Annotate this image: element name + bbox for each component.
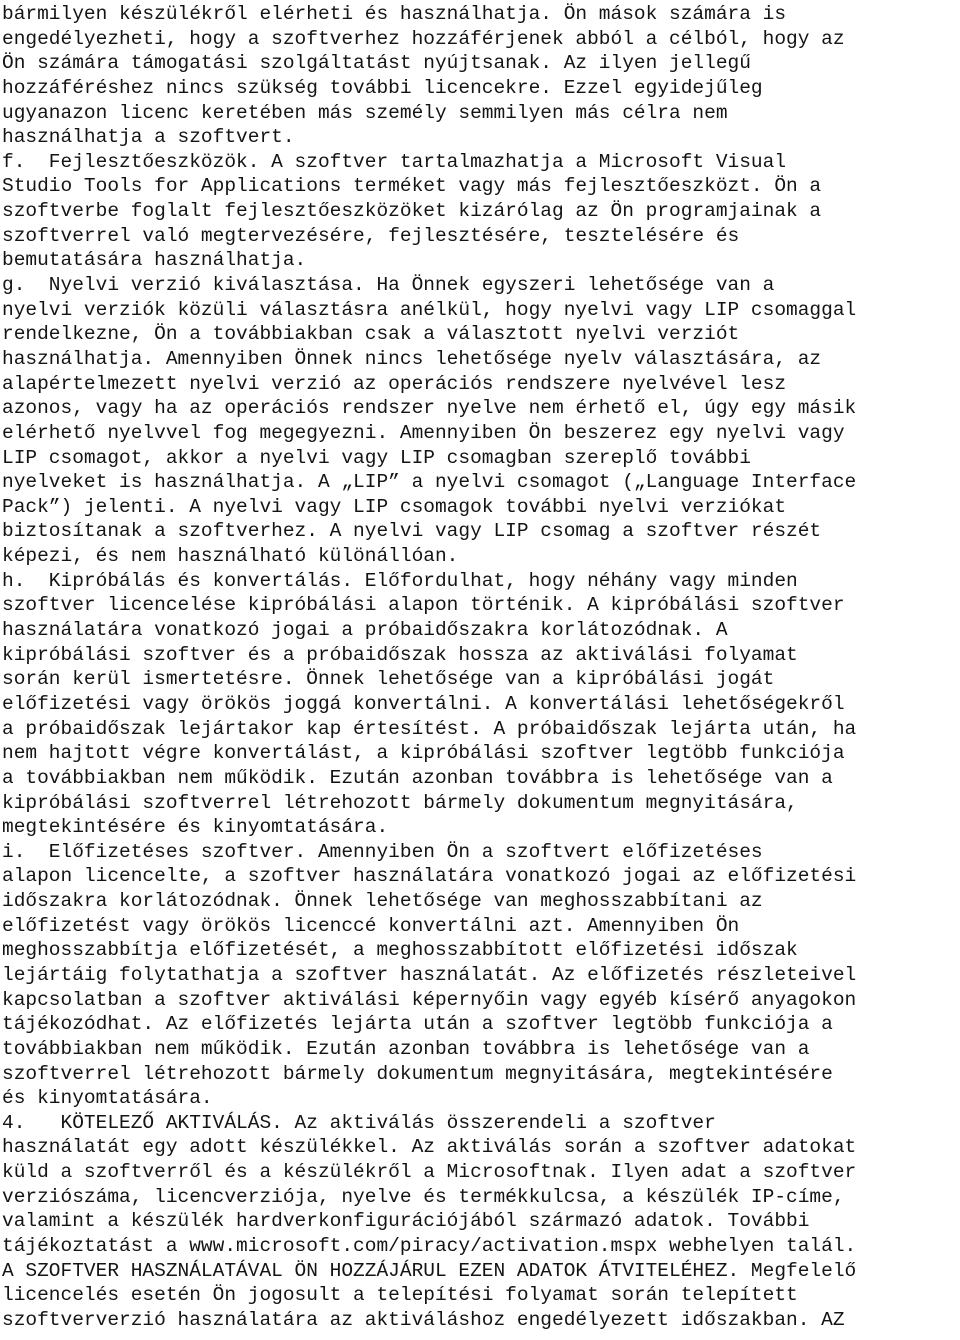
text-line: A SZOFTVER HASZNÁLATÁVAL ÖN HOZZÁJÁRUL EZEN ADATOK ÁTVITELÉHEZ. Megfelelő <box>2 1259 857 1282</box>
text-line: biztosítanak a szoftverhez. A nyelvi vagy LIP csomag a szoftver részét <box>2 520 822 543</box>
text-line: használatára vonatkozó jogai a próbaidőszakra korlátozódnak. A <box>2 619 728 642</box>
text-line: verziószáma, licencverziója, nyelve és termékkulcsa, a készülék IP-címe, <box>2 1185 845 1208</box>
text-line: használhatja. Amennyiben Önnek nincs lehetősége nyelv választására, az <box>2 347 822 370</box>
text-line: LIP csomagot, akkor a nyelvi vagy LIP csomagban szereplő további <box>2 446 751 469</box>
text-line: továbbiakban nem működik. Ezután azonban továbbra is lehetősége van a <box>2 1037 810 1060</box>
text-line: Pack”) jelenti. A nyelvi vagy LIP csomagok további nyelvi verziókat <box>2 495 787 518</box>
text-line: szoftverrel létrehozott bármely dokumentum megnyitására, megtekintésére <box>2 1062 833 1085</box>
text-line: nyelvi verziók közüli választásra anélkül, hogy nyelvi vagy LIP csomaggal <box>2 298 857 321</box>
text-line: 4. KÖTELEZŐ AKTIVÁLÁS. Az aktiválás összerendeli a szoftver <box>2 1111 716 1134</box>
text-line: szoftverbe foglalt fejlesztőeszközöket kizárólag az Ön programjainak a <box>2 200 822 223</box>
text-line: rendelkezne, Ön a továbbiakban csak a választott nyelvi verziót <box>2 323 740 346</box>
text-line: bemutatására használhatja. <box>2 249 307 272</box>
text-line: szoftverrel való megtervezésére, fejlesztésére, tesztelésére és <box>2 224 740 247</box>
text-line: valamint a készülék hardverkonfigurációjából származó adatok. További <box>2 1210 810 1233</box>
text-line: h. Kipróbálás és konvertálás. Előfordulhat, hogy néhány vagy minden <box>2 569 798 592</box>
text-line: időszakra korlátozódnak. Önnek lehetősége van meghosszabbítani az <box>2 890 763 913</box>
text-line: során kerül ismertetésre. Önnek lehetősége van a kipróbálási jogát <box>2 668 775 691</box>
text-line: f. Fejlesztőeszközök. A szoftver tartalmazhatja a Microsoft Visual <box>2 150 787 173</box>
text-line: i. Előfizetéses szoftver. Amennyiben Ön a szoftvert előfizetéses <box>2 840 763 863</box>
text-line: elérhető nyelvvel fog megegyezni. Amennyiben Ön beszerez egy nyelvi vagy <box>2 421 845 444</box>
text-line: használatát egy adott készülékkel. Az aktiválás során a szoftver adatokat <box>2 1136 857 1159</box>
text-line: ugyanazon licenc keretében más személy semmilyen más célra nem <box>2 101 728 124</box>
text-line: kipróbálási szoftverrel létrehozott bármely dokumentum megnyitására, <box>2 791 798 814</box>
text-line: nyelveket is használhatja. A „LIP” a nyelvi csomagot („Language Interface <box>2 471 857 494</box>
text-line: szoftver licencelése kipróbálási alapon történik. A kipróbálási szoftver <box>2 594 845 617</box>
text-line: Studio Tools for Applications terméket vagy más fejlesztőeszközt. Ön a <box>2 175 822 198</box>
text-line: azonos, vagy ha az operációs rendszer nyelve nem érhető el, úgy egy másik <box>2 397 857 420</box>
text-line: nem hajtott végre konvertálást, a kipróbálási szoftver legtöbb funkciója <box>2 742 845 765</box>
text-line: megtekintésére és kinyomtatására. <box>2 816 389 839</box>
text-line: g. Nyelvi verzió kiválasztása. Ha Önnek egyszeri lehetősége van a <box>2 274 775 297</box>
text-line: kipróbálási szoftver és a próbaidőszak hossza az aktiválási folyamat <box>2 643 798 666</box>
text-line: a továbbiakban nem működik. Ezután azonban továbbra is lehetősége van a <box>2 766 833 789</box>
text-line: kapcsolatban a szoftver aktiválási képernyőin vagy egyéb kísérő anyagokon <box>2 988 857 1011</box>
license-text-body <box>2 2 960 1333</box>
text-line: Ön számára támogatási szolgáltatást nyújtsanak. Az ilyen jellegű <box>2 52 751 75</box>
text-line: tájékoztatást a www.microsoft.com/piracy/activation.mspx webhelyen talál. <box>2 1235 857 1258</box>
text-line: a próbaidőszak lejártakor kap értesítést. A próbaidőszak lejárta után, ha <box>2 717 857 740</box>
text-line: hozzáféréshez nincs szükség további licencekre. Ezzel egyidejűleg <box>2 76 763 99</box>
text-line: előfizetést vagy örökös licenccé konvertálni azt. Amennyiben Ön <box>2 914 740 937</box>
text-line: használhatja a szoftvert. <box>2 126 295 149</box>
text-line: bármilyen készülékről elérheti és használhatja. Ön mások számára is <box>2 3 787 25</box>
text-line: lejártáig folytathatja a szoftver használatát. Az előfizetés részleteivel <box>2 963 857 986</box>
text-line: engedélyezheti, hogy a szoftverhez hozzáférjenek abból a célból, hogy az <box>2 27 845 50</box>
text-line: és kinyomtatására. <box>2 1087 213 1110</box>
text-line: előfizetési vagy örökös joggá konvertálni. A konvertálási lehetőségekről <box>2 692 845 715</box>
text-line: szoftververzió használatára az aktiváláshoz engedélyezett időszakban. AZ <box>2 1308 845 1331</box>
text-line: tájékozódhat. Az előfizetés lejárta után a szoftver legtöbb funkciója a <box>2 1013 833 1036</box>
text-line: licencelés esetén Ön jogosult a telepítési folyamat során telepített <box>2 1284 798 1307</box>
text-line: küld a szoftverről és a készülékről a Microsoftnak. Ilyen adat a szoftver <box>2 1161 857 1184</box>
text-line: meghosszabbítja előfizetését, a meghosszabbított előfizetési időszak <box>2 939 798 962</box>
text-line: alapértelmezett nyelvi verzió az operációs rendszere nyelvével lesz <box>2 372 787 395</box>
text-line: alapon licencelte, a szoftver használatára vonatkozó jogai az előfizetési <box>2 865 857 888</box>
text-line: képezi, és nem használható különállóan. <box>2 545 459 568</box>
